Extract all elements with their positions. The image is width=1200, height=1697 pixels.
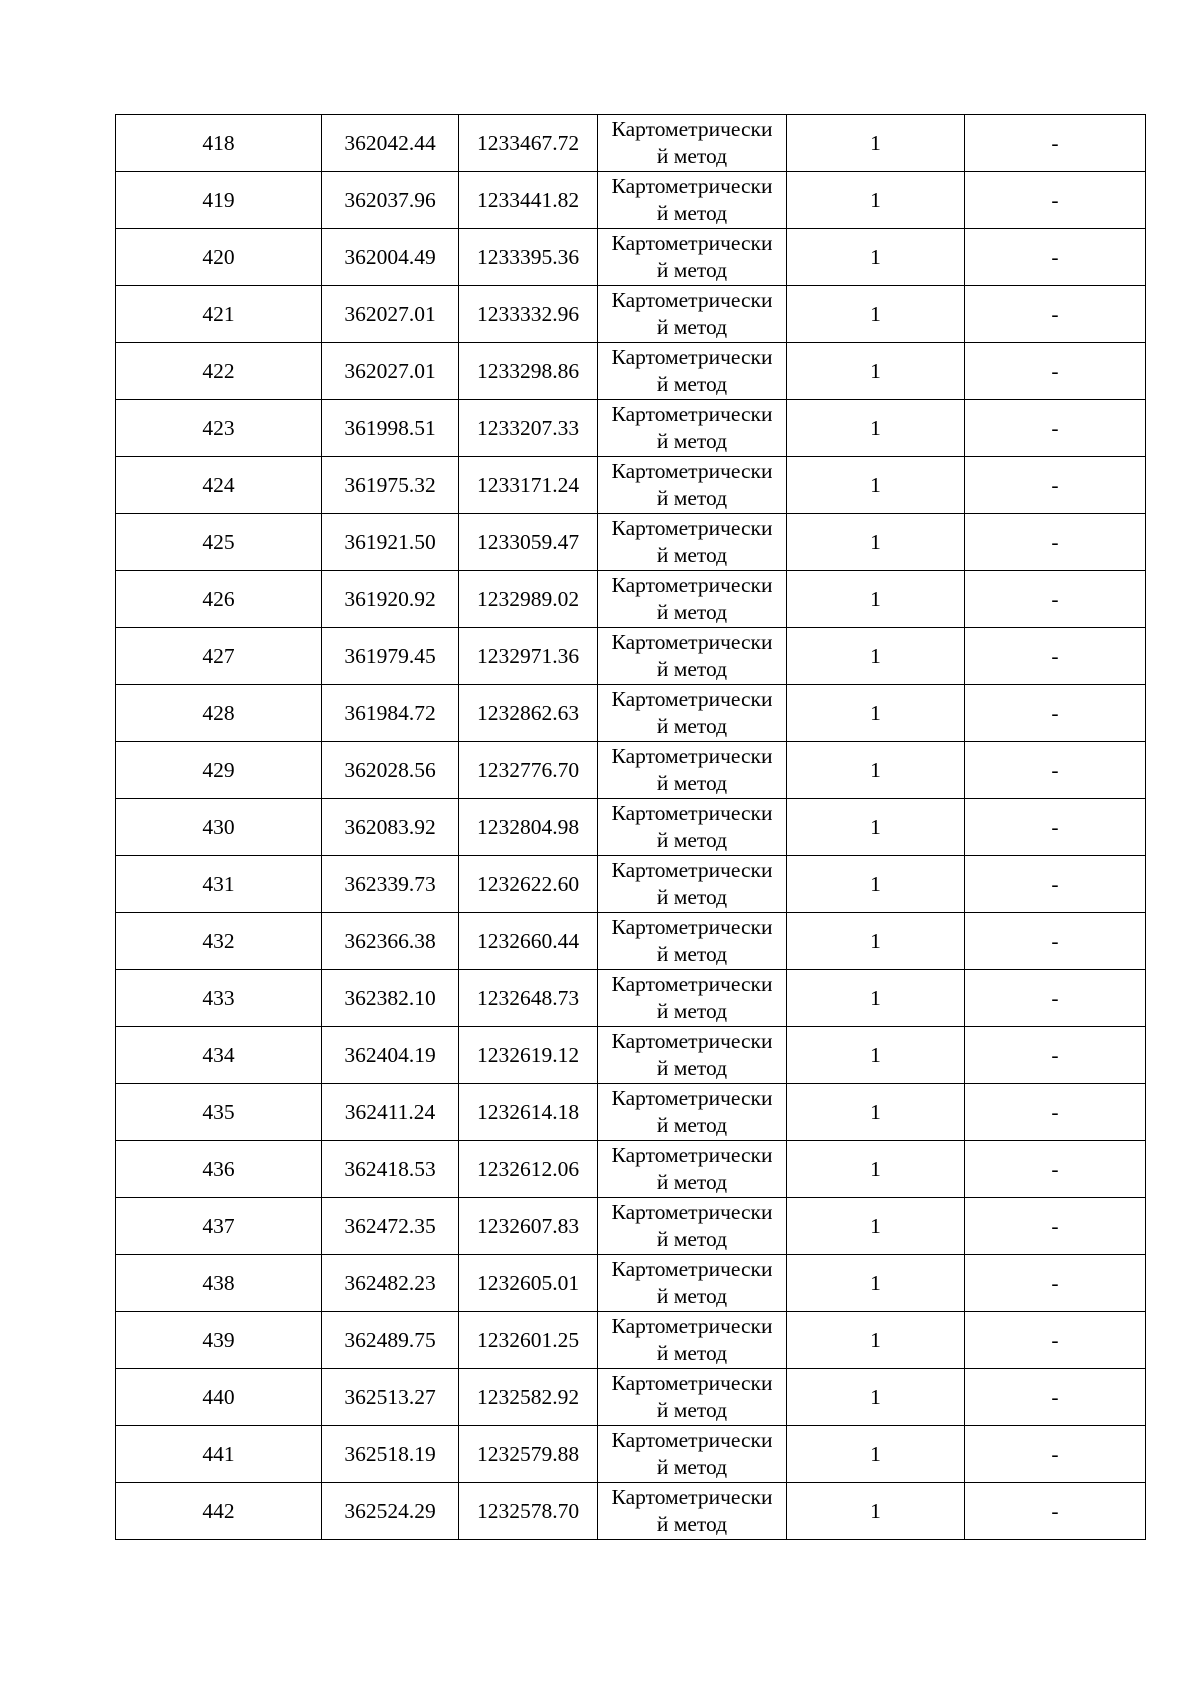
note-cell: - <box>965 343 1146 400</box>
table-row <box>116 1027 1146 1084</box>
method-cell <box>598 1369 787 1426</box>
accuracy-cell: 1 <box>787 571 965 628</box>
method-cell <box>598 229 787 286</box>
y-coordinate-cell: 1233207.33 <box>459 400 598 457</box>
method-text-line1: Картометрически <box>611 1485 773 1509</box>
method-text-line1: Картометрически <box>611 516 773 540</box>
method-cell <box>598 1141 787 1198</box>
note-cell: - <box>965 913 1146 970</box>
method-text-line2: й метод <box>656 657 728 681</box>
y-coordinate-cell: 1232862.63 <box>459 685 598 742</box>
accuracy-cell: 1 <box>787 913 965 970</box>
method-text-line2: й метод <box>656 600 728 624</box>
method-cell <box>598 742 787 799</box>
x-coordinate-cell: 362382.10 <box>322 970 459 1027</box>
note-cell: - <box>965 400 1146 457</box>
method-text-line1: Картометрически <box>611 801 773 825</box>
x-coordinate-cell: 361921.50 <box>322 514 459 571</box>
accuracy-cell: 1 <box>787 343 965 400</box>
note-cell: - <box>965 115 1146 172</box>
accuracy-cell: 1 <box>787 799 965 856</box>
method-text-line2: й метод <box>656 201 728 225</box>
table-row <box>116 685 1146 742</box>
x-coordinate-cell: 362004.49 <box>322 229 459 286</box>
method-cell <box>598 400 787 457</box>
method-text-line2: й метод <box>656 372 728 396</box>
accuracy-cell: 1 <box>787 1141 965 1198</box>
x-coordinate-cell: 362028.56 <box>322 742 459 799</box>
x-coordinate-cell: 362027.01 <box>322 343 459 400</box>
accuracy-cell: 1 <box>787 1198 965 1255</box>
note-cell: - <box>965 1369 1146 1426</box>
method-text-line1: Картометрически <box>611 459 773 483</box>
method-text-line2: й метод <box>656 1170 728 1194</box>
x-coordinate-cell: 362027.01 <box>322 286 459 343</box>
note-cell: - <box>965 1084 1146 1141</box>
method-cell <box>598 913 787 970</box>
y-coordinate-cell: 1232804.98 <box>459 799 598 856</box>
accuracy-cell: 1 <box>787 1426 965 1483</box>
method-cell <box>598 457 787 514</box>
table-row <box>116 799 1146 856</box>
method-text-line2: й метод <box>656 1512 728 1536</box>
point-number-cell: 431 <box>116 856 322 913</box>
table-row <box>116 115 1146 172</box>
table-row <box>116 1198 1146 1255</box>
accuracy-cell: 1 <box>787 1369 965 1426</box>
y-coordinate-cell: 1233395.36 <box>459 229 598 286</box>
x-coordinate-cell: 362339.73 <box>322 856 459 913</box>
y-coordinate-cell: 1232612.06 <box>459 1141 598 1198</box>
note-cell: - <box>965 172 1146 229</box>
x-coordinate-cell: 362418.53 <box>322 1141 459 1198</box>
method-cell <box>598 970 787 1027</box>
method-text-line1: Картометрически <box>611 1428 773 1452</box>
point-number-cell: 419 <box>116 172 322 229</box>
method-text-line2: й метод <box>656 714 728 738</box>
y-coordinate-cell: 1232607.83 <box>459 1198 598 1255</box>
x-coordinate-cell: 361998.51 <box>322 400 459 457</box>
note-cell: - <box>965 799 1146 856</box>
method-text-line2: й метод <box>656 258 728 282</box>
method-text-line2: й метод <box>656 828 728 852</box>
note-cell: - <box>965 685 1146 742</box>
method-cell <box>598 343 787 400</box>
accuracy-cell: 1 <box>787 172 965 229</box>
x-coordinate-cell: 362518.19 <box>322 1426 459 1483</box>
y-coordinate-cell: 1232776.70 <box>459 742 598 799</box>
x-coordinate-cell: 362524.29 <box>322 1483 459 1540</box>
method-text-line2: й метод <box>656 486 728 510</box>
note-cell: - <box>965 1027 1146 1084</box>
x-coordinate-cell: 362042.44 <box>322 115 459 172</box>
y-coordinate-cell: 1232989.02 <box>459 571 598 628</box>
point-number-cell: 423 <box>116 400 322 457</box>
accuracy-cell: 1 <box>787 1027 965 1084</box>
table-row <box>116 1084 1146 1141</box>
y-coordinate-cell: 1233298.86 <box>459 343 598 400</box>
point-number-cell: 434 <box>116 1027 322 1084</box>
accuracy-cell: 1 <box>787 1483 965 1540</box>
y-coordinate-cell: 1233441.82 <box>459 172 598 229</box>
accuracy-cell: 1 <box>787 286 965 343</box>
method-cell <box>598 628 787 685</box>
accuracy-cell: 1 <box>787 400 965 457</box>
method-text-line1: Картометрически <box>611 1371 773 1395</box>
table-row <box>116 628 1146 685</box>
point-number-cell: 422 <box>116 343 322 400</box>
method-text-line1: Картометрически <box>611 402 773 426</box>
note-cell: - <box>965 1198 1146 1255</box>
accuracy-cell: 1 <box>787 1255 965 1312</box>
method-cell <box>598 1426 787 1483</box>
x-coordinate-cell: 361979.45 <box>322 628 459 685</box>
note-cell: - <box>965 514 1146 571</box>
method-cell <box>598 1312 787 1369</box>
accuracy-cell: 1 <box>787 856 965 913</box>
x-coordinate-cell: 362411.24 <box>322 1084 459 1141</box>
y-coordinate-cell: 1233171.24 <box>459 457 598 514</box>
point-number-cell: 433 <box>116 970 322 1027</box>
method-text-line2: й метод <box>656 1113 728 1137</box>
method-text-line2: й метод <box>656 885 728 909</box>
accuracy-cell: 1 <box>787 457 965 514</box>
x-coordinate-cell: 362513.27 <box>322 1369 459 1426</box>
method-text-line2: й метод <box>656 543 728 567</box>
point-number-cell: 435 <box>116 1084 322 1141</box>
note-cell: - <box>965 1312 1146 1369</box>
point-number-cell: 429 <box>116 742 322 799</box>
point-number-cell: 438 <box>116 1255 322 1312</box>
point-number-cell: 428 <box>116 685 322 742</box>
table-row <box>116 1483 1146 1540</box>
x-coordinate-cell: 362482.23 <box>322 1255 459 1312</box>
method-text-line1: Картометрически <box>611 1314 773 1338</box>
method-text-line1: Картометрически <box>611 345 773 369</box>
table-row <box>116 856 1146 913</box>
note-cell: - <box>965 286 1146 343</box>
accuracy-cell: 1 <box>787 685 965 742</box>
table-row <box>116 400 1146 457</box>
note-cell: - <box>965 229 1146 286</box>
method-cell <box>598 1198 787 1255</box>
point-number-cell: 437 <box>116 1198 322 1255</box>
x-coordinate-cell: 362489.75 <box>322 1312 459 1369</box>
method-text-line1: Картометрически <box>611 915 773 939</box>
method-cell <box>598 115 787 172</box>
method-cell <box>598 1483 787 1540</box>
x-coordinate-cell: 361975.32 <box>322 457 459 514</box>
method-text-line2: й метод <box>656 1455 728 1479</box>
table-row <box>116 172 1146 229</box>
method-text-line1: Картометрически <box>611 117 773 141</box>
y-coordinate-cell: 1232582.92 <box>459 1369 598 1426</box>
method-text-line1: Картометрически <box>611 1257 773 1281</box>
accuracy-cell: 1 <box>787 742 965 799</box>
y-coordinate-cell: 1232605.01 <box>459 1255 598 1312</box>
method-text-line2: й метод <box>656 429 728 453</box>
y-coordinate-cell: 1232578.70 <box>459 1483 598 1540</box>
point-number-cell: 442 <box>116 1483 322 1540</box>
note-cell: - <box>965 742 1146 799</box>
y-coordinate-cell: 1233332.96 <box>459 286 598 343</box>
x-coordinate-cell: 362366.38 <box>322 913 459 970</box>
method-text-line1: Картометрически <box>611 858 773 882</box>
method-text-line2: й метод <box>656 942 728 966</box>
table-row <box>116 1141 1146 1198</box>
method-cell <box>598 571 787 628</box>
x-coordinate-cell: 361984.72 <box>322 685 459 742</box>
method-cell <box>598 172 787 229</box>
table-row <box>116 343 1146 400</box>
method-text-line2: й метод <box>656 315 728 339</box>
point-number-cell: 427 <box>116 628 322 685</box>
method-cell <box>598 856 787 913</box>
table-row <box>116 1426 1146 1483</box>
table-row <box>116 286 1146 343</box>
point-number-cell: 421 <box>116 286 322 343</box>
table-row <box>116 1255 1146 1312</box>
point-number-cell: 432 <box>116 913 322 970</box>
method-text-line2: й метод <box>656 771 728 795</box>
method-cell <box>598 286 787 343</box>
x-coordinate-cell: 361920.92 <box>322 571 459 628</box>
coordinates-table-body <box>116 115 1146 1540</box>
y-coordinate-cell: 1233059.47 <box>459 514 598 571</box>
method-text-line2: й метод <box>656 999 728 1023</box>
table-row <box>116 1312 1146 1369</box>
table-row <box>116 913 1146 970</box>
point-number-cell: 424 <box>116 457 322 514</box>
method-text-line1: Картометрически <box>611 1029 773 1053</box>
method-text-line1: Картометрически <box>611 744 773 768</box>
method-text-line2: й метод <box>656 1227 728 1251</box>
method-text-line2: й метод <box>656 1341 728 1365</box>
note-cell: - <box>965 970 1146 1027</box>
method-cell <box>598 1027 787 1084</box>
accuracy-cell: 1 <box>787 1084 965 1141</box>
method-cell <box>598 799 787 856</box>
point-number-cell: 425 <box>116 514 322 571</box>
table-row <box>116 514 1146 571</box>
y-coordinate-cell: 1232601.25 <box>459 1312 598 1369</box>
note-cell: - <box>965 1141 1146 1198</box>
accuracy-cell: 1 <box>787 115 965 172</box>
accuracy-cell: 1 <box>787 229 965 286</box>
x-coordinate-cell: 362083.92 <box>322 799 459 856</box>
point-number-cell: 430 <box>116 799 322 856</box>
y-coordinate-cell: 1232614.18 <box>459 1084 598 1141</box>
method-cell <box>598 1084 787 1141</box>
method-text-line1: Картометрически <box>611 573 773 597</box>
note-cell: - <box>965 628 1146 685</box>
note-cell: - <box>965 1426 1146 1483</box>
y-coordinate-cell: 1232579.88 <box>459 1426 598 1483</box>
method-text-line1: Картометрически <box>611 630 773 654</box>
note-cell: - <box>965 1483 1146 1540</box>
point-number-cell: 418 <box>116 115 322 172</box>
note-cell: - <box>965 457 1146 514</box>
point-number-cell: 441 <box>116 1426 322 1483</box>
table-row <box>116 970 1146 1027</box>
coordinates-table <box>115 114 1146 1540</box>
point-number-cell: 439 <box>116 1312 322 1369</box>
note-cell: - <box>965 1255 1146 1312</box>
method-text-line1: Картометрически <box>611 231 773 255</box>
table-row <box>116 571 1146 628</box>
method-text-line1: Картометрически <box>611 288 773 312</box>
y-coordinate-cell: 1233467.72 <box>459 115 598 172</box>
method-cell <box>598 685 787 742</box>
x-coordinate-cell: 362404.19 <box>322 1027 459 1084</box>
x-coordinate-cell: 362472.35 <box>322 1198 459 1255</box>
method-text-line2: й метод <box>656 144 728 168</box>
point-number-cell: 420 <box>116 229 322 286</box>
method-text-line2: й метод <box>656 1398 728 1422</box>
point-number-cell: 440 <box>116 1369 322 1426</box>
table-row <box>116 742 1146 799</box>
y-coordinate-cell: 1232622.60 <box>459 856 598 913</box>
table-row <box>116 1369 1146 1426</box>
method-text-line2: й метод <box>656 1284 728 1308</box>
note-cell: - <box>965 571 1146 628</box>
y-coordinate-cell: 1232660.44 <box>459 913 598 970</box>
method-cell <box>598 514 787 571</box>
note-cell: - <box>965 856 1146 913</box>
method-cell <box>598 1255 787 1312</box>
method-text-line1: Картометрически <box>611 174 773 198</box>
y-coordinate-cell: 1232971.36 <box>459 628 598 685</box>
accuracy-cell: 1 <box>787 1312 965 1369</box>
method-text-line1: Картометрически <box>611 1086 773 1110</box>
accuracy-cell: 1 <box>787 970 965 1027</box>
method-text-line2: й метод <box>656 1056 728 1080</box>
accuracy-cell: 1 <box>787 628 965 685</box>
table-row <box>116 229 1146 286</box>
y-coordinate-cell: 1232648.73 <box>459 970 598 1027</box>
point-number-cell: 436 <box>116 1141 322 1198</box>
accuracy-cell: 1 <box>787 514 965 571</box>
method-text-line1: Картометрически <box>611 1143 773 1167</box>
method-text-line1: Картометрически <box>611 687 773 711</box>
point-number-cell: 426 <box>116 571 322 628</box>
y-coordinate-cell: 1232619.12 <box>459 1027 598 1084</box>
table-row <box>116 457 1146 514</box>
method-text-line1: Картометрически <box>611 1200 773 1224</box>
x-coordinate-cell: 362037.96 <box>322 172 459 229</box>
method-text-line1: Картометрически <box>611 972 773 996</box>
